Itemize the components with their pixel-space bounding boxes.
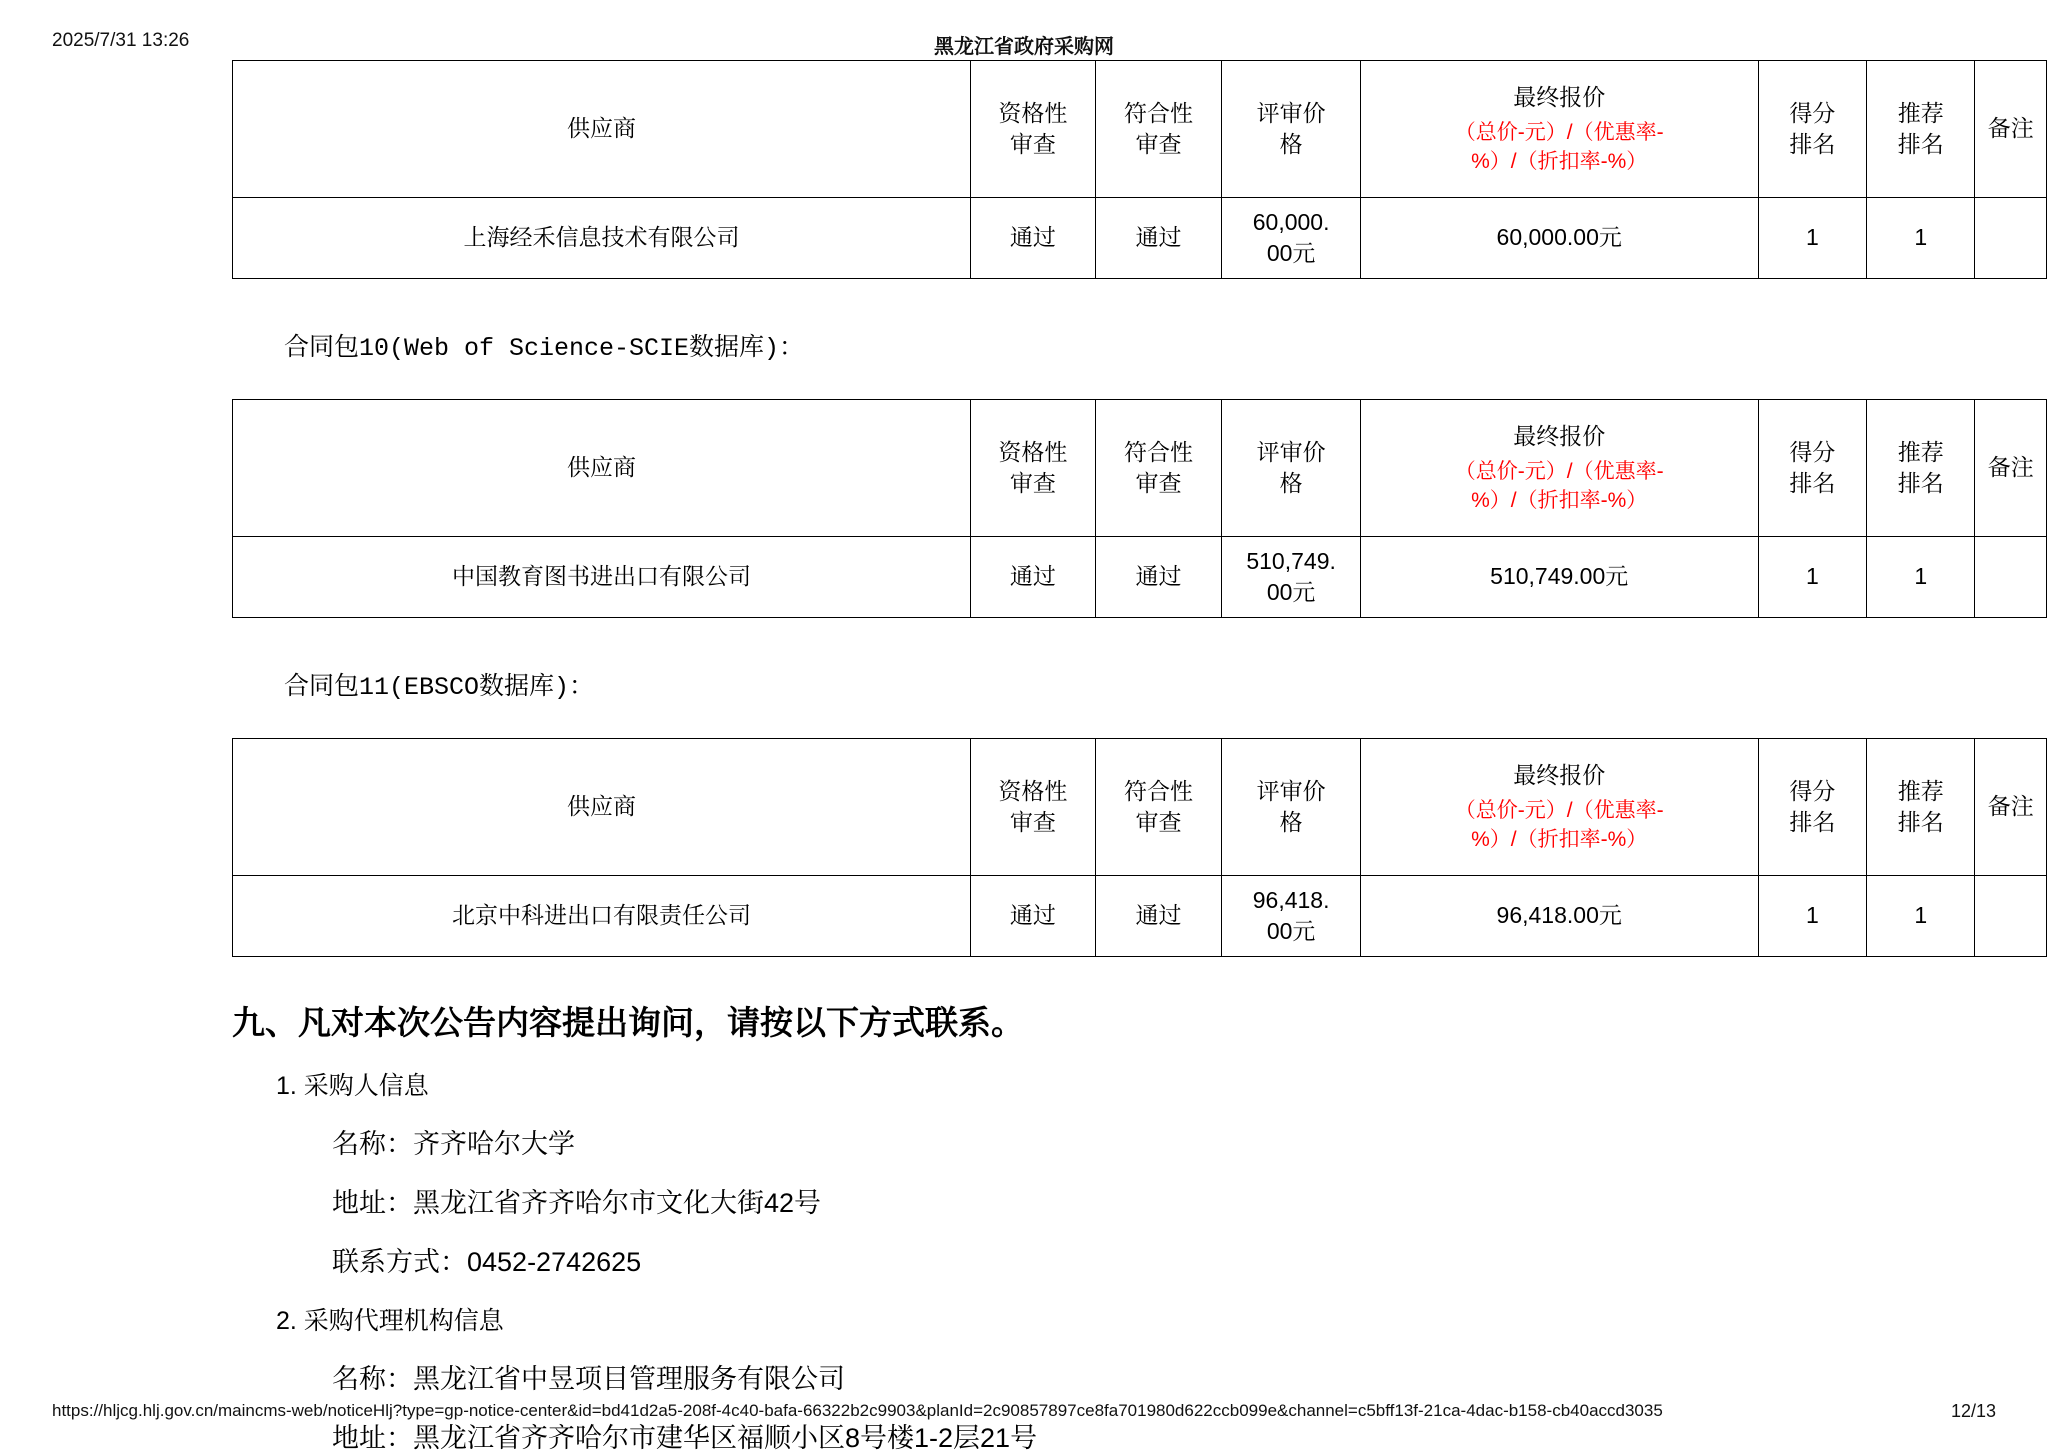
table-header-row: [233, 739, 2047, 876]
cell-conformity: 通过: [1095, 537, 1222, 618]
cell-recommend-rank: 1: [1867, 198, 1975, 279]
col-note: 备注: [1975, 61, 2047, 198]
cell-review-price: 96,418. 00元: [1222, 876, 1360, 957]
cell-score-rank: 1: [1758, 537, 1866, 618]
cell-qualification: 通过: [971, 876, 1096, 957]
cell-final-price: 510,749.00元: [1360, 537, 1758, 618]
cell-review-price: 60,000. 00元: [1222, 198, 1360, 279]
purchaser-name: 名称：齐齐哈尔大学: [332, 1129, 575, 1159]
cell-score-rank: 1: [1758, 198, 1866, 279]
col-final-price: 最终报价 （总价-元）/（优惠率- %）/（折扣率-%）: [1360, 400, 1758, 537]
cell-supplier: 上海经禾信息技术有限公司: [233, 198, 971, 279]
col-supplier: 供应商: [233, 61, 971, 198]
print-date: 2025/7/31 13:26: [52, 30, 190, 51]
cell-supplier: 北京中科进出口有限责任公司: [233, 876, 971, 957]
purchaser-address: 地址：黑龙江省齐齐哈尔市文化大街42号: [332, 1188, 822, 1218]
col-conformity: 符合性 审查: [1095, 61, 1222, 198]
package-caption-11: 合同包11(EBSCO数据库)：: [284, 673, 595, 702]
bid-table-2: [232, 399, 2047, 618]
col-note: 备注: [1975, 400, 2047, 537]
col-conformity: 符合性 审查: [1095, 400, 1222, 537]
cell-qualification: 通过: [971, 537, 1096, 618]
col-recommend-rank: 推荐 排名: [1867, 739, 1975, 876]
page-number: 12/13: [1950, 1401, 1996, 1421]
col-supplier: 供应商: [233, 400, 971, 537]
purchaser-info-label: 1. 采购人信息: [276, 1072, 429, 1100]
section-nine-title: 九、凡对本次公告内容提出询问，请按以下方式联系。: [232, 1006, 1024, 1042]
cell-supplier: 中国教育图书进出口有限公司: [233, 537, 971, 618]
table-row: [233, 198, 2047, 279]
source-url[interactable]: https://hljcg.hlj.gov.cn/maincms-web/noticeHlj?type=gp-notice-center&id=bd41d2a5-208f-4c40-bafa-66322b2c9903&planId=2c90857897ce8fa701980d622ccb099e&channel=c5bff13f-21ca-4dac-b158-cb40accd3035: [52, 1401, 1663, 1420]
cell-note: [1975, 198, 2047, 279]
table-row: [233, 876, 2047, 957]
table-row: [233, 537, 2047, 618]
page-content: [0, 60, 2048, 1455]
site-name: 黑龙江省政府采购网: [934, 36, 1114, 58]
col-final-price: 最终报价 （总价-元）/（优惠率- %）/（折扣率-%）: [1360, 61, 1758, 198]
agency-address: 地址：黑龙江省齐齐哈尔市建华区福顺小区8号楼1-2层21号: [332, 1423, 1038, 1453]
agency-info-label: 2. 采购代理机构信息: [276, 1307, 504, 1335]
col-qualification: 资格性 审查: [971, 739, 1096, 876]
col-score-rank: 得分 排名: [1758, 400, 1866, 537]
cell-recommend-rank: 1: [1867, 537, 1975, 618]
col-qualification: 资格性 审查: [971, 400, 1096, 537]
col-review-price: 评审价 格: [1222, 739, 1360, 876]
cell-note: [1975, 537, 2047, 618]
purchaser-contact: 联系方式：0452-2742625: [332, 1247, 642, 1277]
table-header-row: [233, 61, 2047, 198]
col-review-price: 评审价 格: [1222, 61, 1360, 198]
bid-table-3: [232, 738, 2047, 957]
col-final-price: 最终报价 （总价-元）/（优惠率- %）/（折扣率-%）: [1360, 739, 1758, 876]
cell-review-price: 510,749. 00元: [1222, 537, 1360, 618]
cell-recommend-rank: 1: [1867, 876, 1975, 957]
cell-final-price: 60,000.00元: [1360, 198, 1758, 279]
col-score-rank: 得分 排名: [1758, 739, 1866, 876]
cell-final-price: 96,418.00元: [1360, 876, 1758, 957]
col-recommend-rank: 推荐 排名: [1867, 400, 1975, 537]
page-footer: [0, 1401, 2048, 1425]
cell-score-rank: 1: [1758, 876, 1866, 957]
agency-name: 名称：黑龙江省中昱项目管理服务有限公司: [332, 1364, 845, 1394]
bid-table-1: [232, 60, 2047, 279]
col-recommend-rank: 推荐 排名: [1867, 61, 1975, 198]
col-conformity: 符合性 审查: [1095, 739, 1222, 876]
page-header: [0, 30, 2048, 56]
cell-qualification: 通过: [971, 198, 1096, 279]
cell-note: [1975, 876, 2047, 957]
cell-conformity: 通过: [1095, 876, 1222, 957]
col-qualification: 资格性 审查: [971, 61, 1096, 198]
cell-conformity: 通过: [1095, 198, 1222, 279]
col-supplier: 供应商: [233, 739, 971, 876]
col-note: 备注: [1975, 739, 2047, 876]
col-score-rank: 得分 排名: [1758, 61, 1866, 198]
package-caption-10: 合同包10(Web of Science-SCIE数据库)：: [284, 334, 805, 363]
col-review-price: 评审价 格: [1222, 400, 1360, 537]
table-header-row: [233, 400, 2047, 537]
